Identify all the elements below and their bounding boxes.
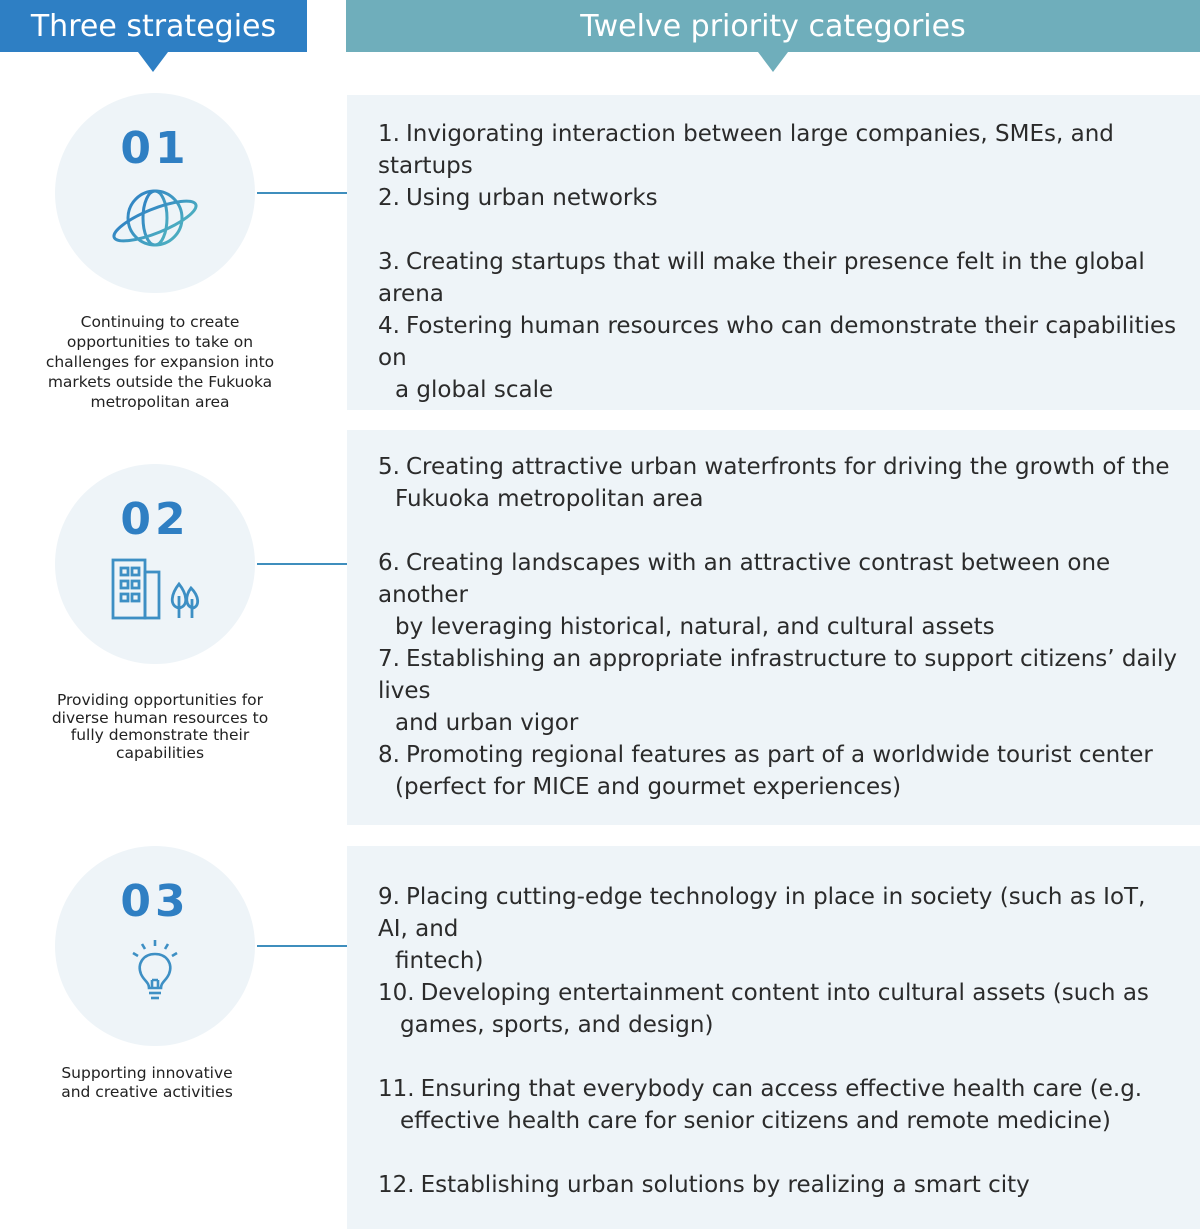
category-number: 1. <box>378 121 400 147</box>
priority-category-6 <box>378 547 1178 643</box>
category-text-continued: effective health care for senior citizens and remote medicine) <box>400 1108 1111 1134</box>
priority-category-3 <box>378 246 1178 310</box>
strategy-description-line: capabilities <box>115 743 205 762</box>
category-text: Using urban networks <box>405 185 658 211</box>
lightbulb-icon <box>105 936 205 1006</box>
strategy-circle-03 <box>55 846 255 1046</box>
priority-category-5 <box>378 451 1178 515</box>
strategy-circle-01 <box>55 93 255 293</box>
priority-category-10 <box>378 977 1178 1041</box>
category-text-continued: by leveraging historical, natural, and cultural assets <box>395 614 995 640</box>
category-number: 3. <box>378 249 400 275</box>
strategy-description-line: diverse human resources to <box>51 708 269 727</box>
category-text-continued: games, sports, and design) <box>400 1012 714 1038</box>
priority-category-11 <box>378 1073 1178 1137</box>
category-number: 9. <box>378 884 400 910</box>
category-number: 12. <box>378 1172 415 1198</box>
header-twelve-categories: Twelve priority categories <box>346 0 1200 52</box>
category-text: Creating landscapes with an attractive contrast between one another <box>378 550 1111 608</box>
category-text: Placing cutting-edge technology in place in society (such as IoT, AI, and <box>378 884 1146 942</box>
category-number: 10. <box>378 980 415 1006</box>
category-text-continued: fintech) <box>395 948 484 974</box>
priority-category-2 <box>378 182 1178 214</box>
strategy-description-line: Providing opportunities for <box>56 691 264 709</box>
category-text-continued: (perfect for MICE and gourmet experiences) <box>395 774 902 800</box>
strategy-description-03 <box>22 1064 272 1102</box>
priority-category-8 <box>378 739 1178 803</box>
strategy-description-line: Continuing to create <box>80 313 240 331</box>
category-text: Fostering human resources who can demonstrate their capabilities on <box>378 313 1177 371</box>
strategy-number: 03 <box>120 876 190 927</box>
strategy-description-02 <box>35 692 285 762</box>
globe-icon <box>105 183 205 253</box>
strategy-description-line: and creative activities <box>61 1083 233 1101</box>
category-text: Establishing an appropriate infrastructure to support citizens’ daily lives <box>378 646 1177 704</box>
priority-category-12 <box>378 1169 1178 1201</box>
strategy-description-line: metropolitan area <box>90 393 230 411</box>
category-text: Creating attractive urban waterfronts for driving the growth of the <box>405 454 1170 480</box>
priority-category-7 <box>378 643 1178 739</box>
header-left-arrow <box>138 52 168 72</box>
category-number: 8. <box>378 742 400 768</box>
strategy-description-line: fully demonstrate their <box>70 726 250 744</box>
category-text: Ensuring that everybody can access effective health care (e.g. <box>420 1076 1143 1102</box>
category-text-continued: Fukuoka metropolitan area <box>395 486 704 512</box>
category-number: 2. <box>378 185 400 211</box>
category-number: 11. <box>378 1076 415 1102</box>
header-three-strategies: Three strategies <box>0 0 307 52</box>
building-tree-icon <box>105 554 205 624</box>
category-text-continued: a global scale <box>395 377 554 403</box>
category-number: 6. <box>378 550 400 576</box>
strategy-number: 01 <box>120 123 190 174</box>
category-text: Developing entertainment content into cultural assets (such as <box>420 980 1149 1006</box>
connector-03 <box>257 945 347 947</box>
strategy-description-01 <box>35 312 285 412</box>
strategy-description-line: markets outside the Fukuoka <box>47 373 273 391</box>
strategy-number: 02 <box>120 494 190 545</box>
category-text: Invigorating interaction between large companies, SMEs, and startups <box>378 121 1114 179</box>
header-right-arrow <box>758 52 788 72</box>
priority-category-9 <box>378 881 1178 977</box>
category-text-continued: and urban vigor <box>395 710 579 736</box>
priority-category-4 <box>378 310 1178 406</box>
category-text: Creating startups that will make their presence felt in the global arena <box>378 249 1145 307</box>
category-number: 7. <box>378 646 400 672</box>
priority-category-1 <box>378 118 1178 182</box>
connector-02 <box>257 563 347 565</box>
category-text: Establishing urban solutions by realizing a smart city <box>420 1172 1030 1198</box>
strategy-circle-02 <box>55 464 255 664</box>
category-text: Promoting regional features as part of a worldwide tourist center <box>405 742 1153 768</box>
category-number: 5. <box>378 454 400 480</box>
strategy-description-line: challenges for expansion into <box>45 353 275 371</box>
strategy-description-line: opportunities to take on <box>66 333 254 351</box>
strategy-description-line: Supporting innovative <box>61 1064 233 1082</box>
category-number: 4. <box>378 313 400 339</box>
connector-01 <box>257 192 347 194</box>
